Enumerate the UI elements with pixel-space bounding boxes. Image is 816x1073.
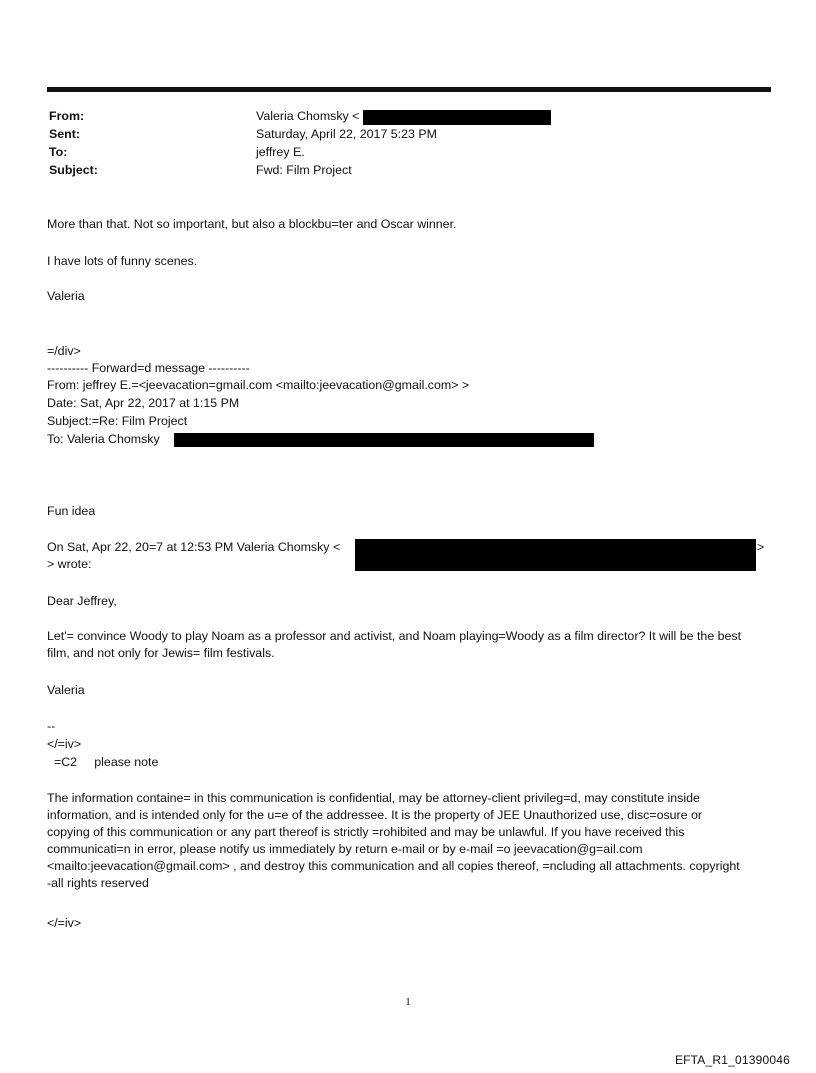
subject-value: Fwd: Film Project bbox=[256, 163, 352, 177]
bates-number: EFTA_R1_01390046 bbox=[674, 1053, 790, 1067]
letter-paragraph: Let'= convince Woody to play Noam as a professor and activist, and Noam playing=Woody as a film director? It will be the best film, and not only for Jewis= film festivals. bbox=[47, 629, 742, 660]
sig-separator: -- bbox=[47, 719, 56, 733]
markup-fragment: </=iv> bbox=[47, 737, 82, 751]
redaction-box bbox=[355, 539, 756, 571]
quote-header: On Sat, Apr 22, 20=7 at 12:53 PM Valeria Chomsky < bbox=[47, 540, 341, 554]
redaction-box bbox=[363, 110, 551, 125]
body-line: Fun idea bbox=[47, 504, 96, 518]
to-label: To: bbox=[49, 145, 68, 159]
body-line: More than that. Not so important, but also a blockbu=ter and Oscar winner. bbox=[47, 217, 457, 231]
markup-fragment: =/div> bbox=[47, 344, 81, 358]
sent-label: Sent: bbox=[49, 127, 80, 141]
signature: Valeria bbox=[47, 683, 85, 697]
quote-wrote: > wrote: bbox=[47, 557, 92, 571]
to-value: jeffrey E. bbox=[256, 145, 305, 159]
subject-label: Subject: bbox=[49, 163, 98, 177]
page-number: 1 bbox=[405, 996, 411, 1008]
disclaimer: The information containe= in this communication is confidential, may be attorney-client privileg=d, may constitute inside information, and is intended only for the u=e of the addressee. It is the property of JEE Unauthorized use, disc=osure or copying of this communication or any part thereof is strictly =rohibited and may be unlawful. If you have received this communicati=n in error, please notify us immediately by return e-mail or by e-mail =o jeevacation@g=ail.com <mailto:jeevacation@gmail.com> , and destroy this communication and all copies thereof, =ncluding all attachments. copyright -all rights reserved bbox=[47, 791, 740, 890]
body-line: I have lots of funny scenes. bbox=[47, 254, 198, 268]
forward-date: Date: Sat, Apr 22, 2017 at 1:15 PM bbox=[47, 396, 240, 410]
from-value: Valeria Chomsky < bbox=[256, 109, 360, 123]
header-rule bbox=[47, 87, 771, 92]
sent-value: Saturday, April 22, 2017 5:23 PM bbox=[256, 127, 437, 141]
please-note: =C2 please note bbox=[54, 755, 159, 769]
from-label: From: bbox=[49, 109, 85, 123]
redaction-box bbox=[174, 433, 594, 447]
forward-marker: ---------- Forward=d message ---------- bbox=[47, 361, 250, 375]
forward-to: To: Valeria Chomsky bbox=[47, 432, 160, 446]
quote-header-end: > bbox=[757, 540, 765, 554]
forward-subject: Subject:=Re: Film Project bbox=[47, 414, 188, 428]
markup-fragment: </=iv> bbox=[47, 916, 82, 930]
greeting: Dear Jeffrey, bbox=[47, 594, 117, 608]
forward-from: From: jeffrey E.=<jeevacation=gmail.com <mailto:jeevacation@gmail.com> > bbox=[47, 378, 470, 392]
signature: Valeria bbox=[47, 289, 85, 303]
